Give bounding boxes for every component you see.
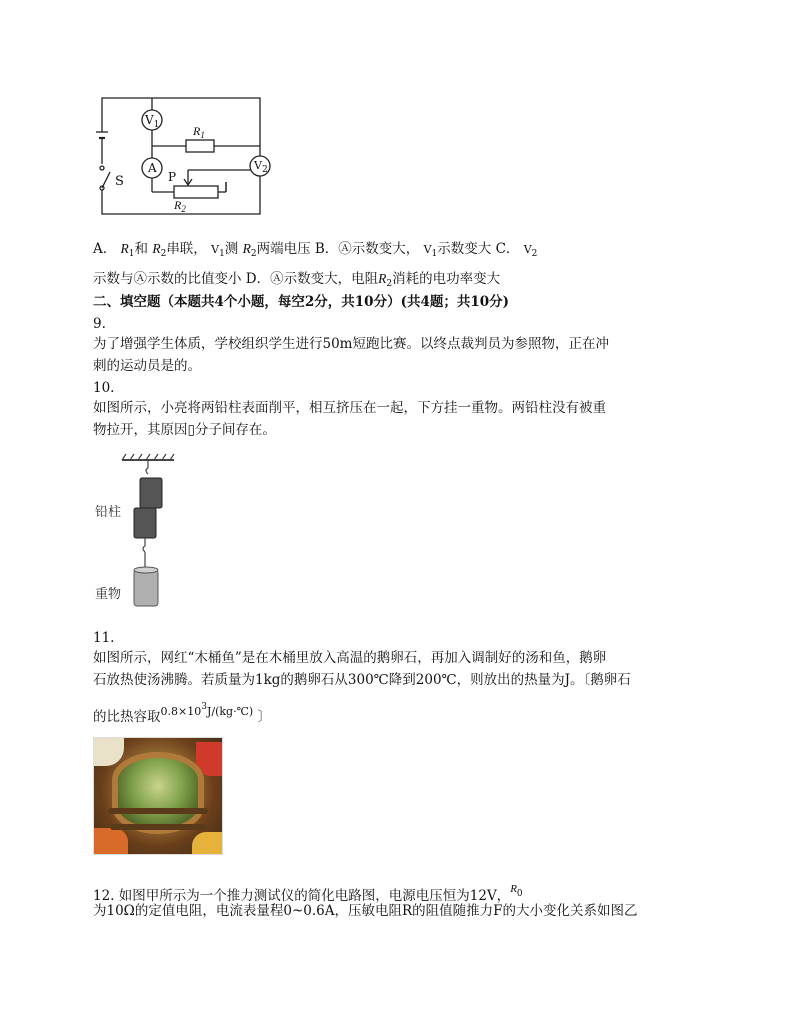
section-heading: 二、填空题（本题共4个小题，每空2分，共10分）(共4题；共10分): [93, 294, 510, 310]
q10-line2: 物拉开，其原因▯分子间存在。: [93, 422, 276, 438]
q11-line1: 如图所示，网红“木桶鱼”是在木桶里放入高温的鹅卵石，再加入调制好的汤和鱼，鹅卵: [93, 650, 607, 666]
circuit-label-v1: $V_1$: [145, 113, 160, 130]
q11-number: 11.: [93, 630, 115, 646]
option-a-b-c: A． $R_1$和 $R_2$串联， $V_1$测 $R_2$两端电压 B．Ⓐ示数变大， $V_1$示数变大 C． $V_2$: [93, 241, 538, 259]
q12-line2: 为10Ω的定值电阻，电流表量程0~0.6A，压敏电阻R的阻值随推力F的大小变化关系如图乙: [93, 903, 638, 919]
q9-line1: 为了增强学生体质，学校组织学生进行50m短跑比赛。以终点裁判员为参照物，正在冲: [93, 336, 609, 352]
q11-line2: 石放热使汤沸腾。若质量为1kg的鹅卵石从300℃降到200℃，则放出的热量为J。〔鹅卵石: [93, 672, 631, 688]
q10-line1: 如图所示，小亮将两铅柱表面削平，相互挤压在一起，下方挂一重物。两铅柱没有被重: [93, 400, 606, 416]
figure-label-weight: 重物: [95, 587, 122, 602]
lead-cylinders-figure: [118, 452, 188, 614]
circuit-label-v2: $V_2$: [254, 159, 268, 175]
option-c-d: 示数与Ⓐ示数的比值变小 D．Ⓐ示数变大，电阻$R_2$消耗的电功率变大: [93, 271, 501, 289]
wooden-bucket-fish-photo: [93, 737, 223, 855]
circuit-label-r2: $R_2$: [174, 198, 186, 214]
q12-line1: 12. 如图甲所示为一个推力测试仪的简化电路图，电源电压恒为12V，$^{R0}$: [93, 883, 523, 904]
circuit-diagram: [96, 92, 276, 222]
figure-label-lead: 铅柱: [95, 505, 122, 520]
q9-line2: 刺的运动员是的。: [93, 358, 201, 374]
q11-line3: 的比热容取$^{0.8\times 10^3J/(kg\cdot℃)}$ 〕: [93, 702, 271, 725]
q9-number: 9.: [93, 316, 106, 332]
circuit-label-ammeter: A: [148, 161, 157, 175]
specific-heat-formula: 0.8×103J/(kg·℃): [160, 702, 254, 718]
circuit-label-r1: $R_1$: [193, 124, 205, 140]
circuit-label-switch: S: [115, 174, 124, 189]
circuit-label-slider: P: [168, 170, 177, 184]
q10-number: 10.: [93, 380, 115, 396]
